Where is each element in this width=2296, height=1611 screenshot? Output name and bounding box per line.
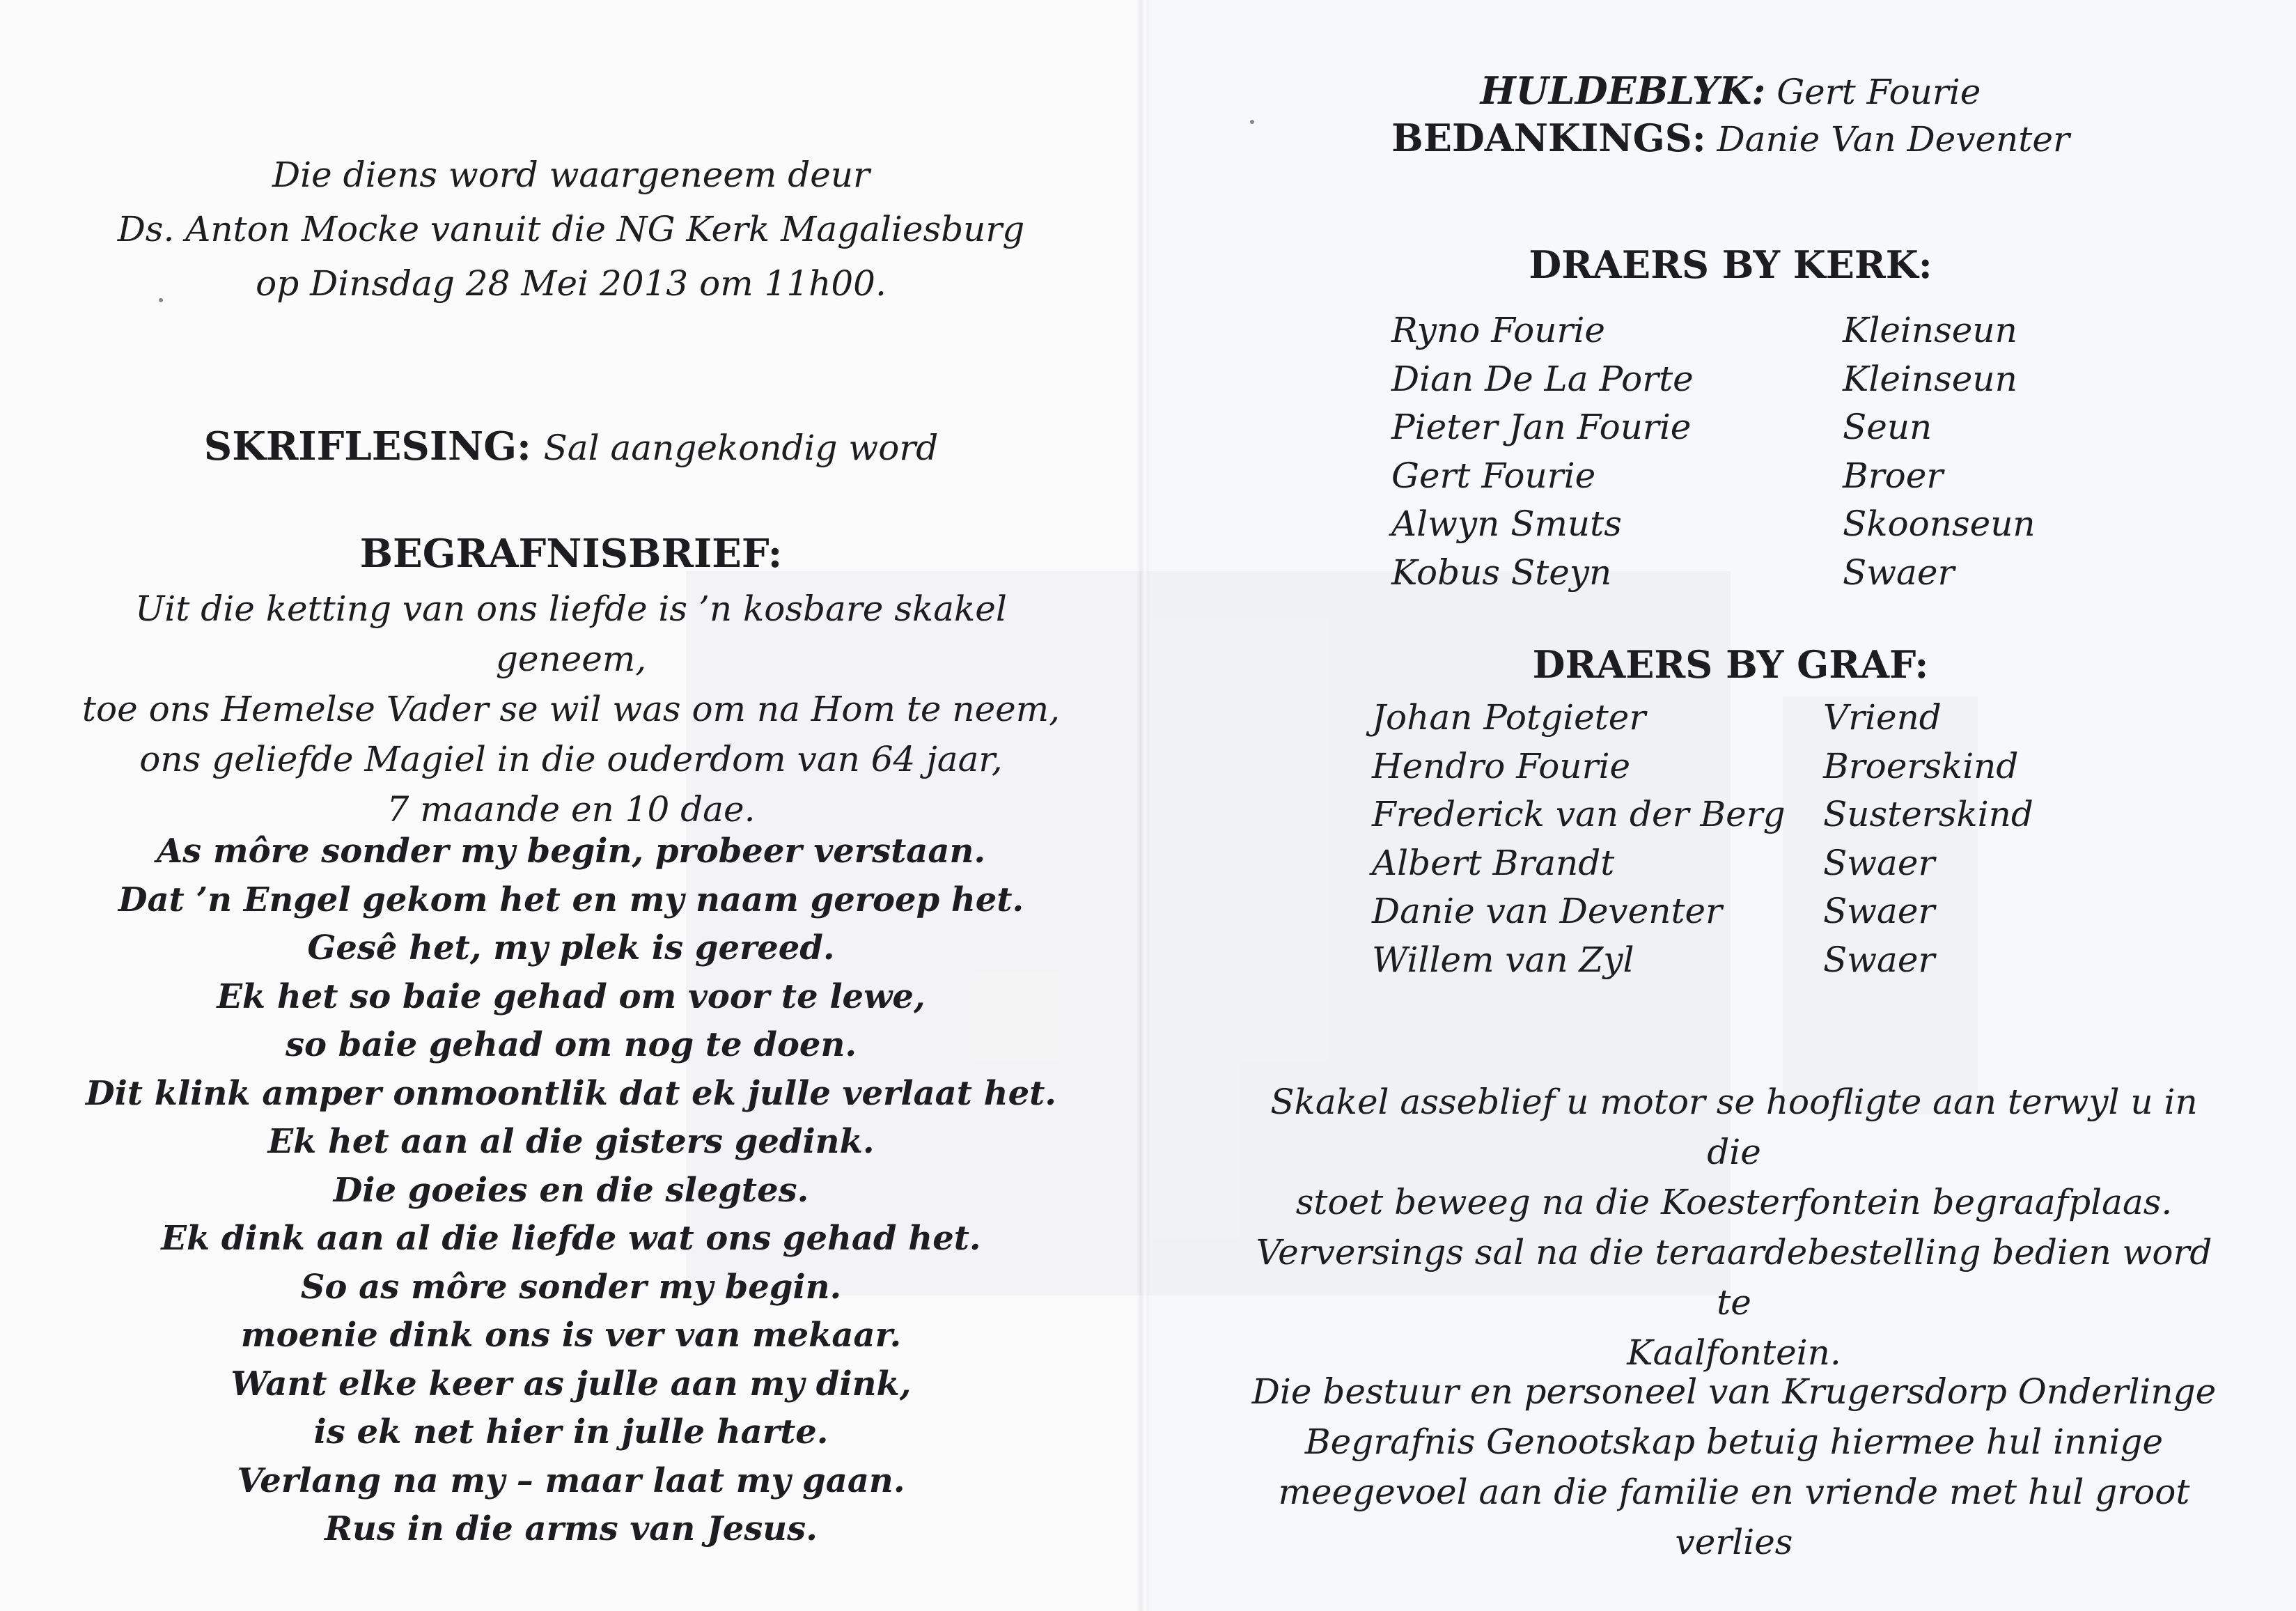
bearer-relation: Vriend [1823,697,1942,738]
church-bearers-list [1391,306,2036,597]
letter-line: 7 maande en 10 dae. [386,789,756,830]
bearer-row [1391,306,2036,355]
tribute-value: Gert Fourie [1776,72,1981,112]
bearer-relation: Swaer [1823,842,1935,883]
poem-line: Gesê het, my plek is gereed. [307,928,835,967]
bearer-row [1391,549,2036,598]
bearer-name: Albert Brandt [1372,842,1615,883]
poem-line: moenie dink ons is ver van mekaar. [240,1316,902,1355]
bearer-relation: Seun [1843,407,1932,447]
notice-line: meegevoel aan die familie en vriende met hul groot verlies [1278,1472,2190,1562]
letter-title: BEGRAFNISBRIEF: [359,531,783,577]
poem-line: Dat ’n Engel gekom het en my naam geroep het. [118,880,1024,919]
bearer-name: Pieter Jan Fourie [1391,407,1692,447]
bearer-name: Gert Fourie [1391,455,1596,496]
bearer-row [1372,936,2033,985]
thanks-line [1184,116,2277,160]
scripture-label: SKRIFLESING: [203,423,531,469]
bearer-row [1372,887,2033,936]
scripture-value: Sal aangekondig word [543,428,939,468]
bearer-relation: Swaer [1823,891,1935,931]
tribute-line [1184,68,2277,113]
bearer-relation: Swaer [1823,939,1935,980]
poem-line: Rus in die arms van Jesus. [325,1509,818,1548]
thanks-label: BEDANKINGS: [1391,116,1706,160]
letter-text [70,584,1072,834]
bearer-name: Frederick van der Berg [1372,794,1786,834]
bearer-relation: Broerskind [1823,745,2019,786]
poem-line: Ek het aan al die gisters gedink. [267,1122,875,1161]
page-fold [1137,0,1149,1611]
poem-line: Want elke keer as julle aan my dink, [231,1364,912,1403]
bearer-name: Ryno Fourie [1391,310,1605,350]
bearer-name: Willem van Zyl [1372,939,1634,980]
poem-line: Ek dink aan al die liefde wat ons gehad het. [161,1219,981,1258]
scripture-line [70,423,1072,469]
bearer-name: Hendro Fourie [1372,745,1631,786]
poem-line: Ek het so baie gehad om voor te lewe, [217,976,926,1016]
bearer-row [1391,403,2036,452]
notice-line: Begrafnis Genootskap betuig hiermee hul innige [1304,1422,2164,1462]
intro-line: op Dinsdag 28 Mei 2013 om 11h00. [256,263,887,304]
notice-line: Verversings sal na die teraardebestelling bedien word te [1256,1232,2212,1323]
letter-line: ons geliefde Magiel in die ouderdom van 64 jaar, [139,739,1003,779]
bearer-row [1372,839,2033,888]
grave-bearers-list [1372,694,2033,984]
intro-line: Ds. Anton Mocke vanuit die NG Kerk Magaliesburg [117,209,1025,249]
bearer-relation: Broer [1843,455,1944,496]
bearer-relation: Skoonseun [1843,504,2036,544]
intro-line: Die diens word waargeneem deur [272,155,870,195]
bearer-name: Kobus Steyn [1391,552,1612,593]
poem-line: is ek net hier in julle harte. [313,1412,829,1452]
bearer-row [1391,500,2036,549]
church-bearers-title: DRAERS BY KERK: [1529,242,1932,287]
poem-line: Die goeies en die slegtes. [333,1170,809,1210]
procession-notice [1240,1077,2228,1378]
notice-line: stoet beweeg na die Koesterfontein begraafplaas. [1295,1182,2173,1222]
bearer-row [1372,694,2033,742]
poem-line: Dit klink amper onmoontlik dat ek julle verlaat het. [86,1073,1056,1113]
bearer-name: Johan Potgieter [1372,697,1646,738]
bearer-relation: Kleinseun [1843,310,2017,350]
bearer-name: Dian De La Porte [1391,358,1694,399]
thanks-value: Danie Van Deventer [1717,119,2070,159]
poem-line: As môre sonder my begin, probeer verstaan. [156,832,986,871]
grave-bearers-title: DRAERS BY GRAF: [1532,642,1929,687]
bearer-row [1391,355,2036,404]
poem-line: so baie gehad om nog te doen. [285,1025,857,1064]
bearer-name: Danie van Deventer [1372,891,1723,931]
notice-line: Kaalfontein. [1627,1332,1841,1373]
letter-line: toe ons Hemelse Vader se wil was om na Hom te neem, [81,689,1061,729]
bearer-relation: Susterskind [1823,794,2033,834]
poem [42,827,1100,1554]
bearer-relation: Swaer [1843,552,1955,593]
service-intro [70,148,1072,311]
bearer-name: Alwyn Smuts [1391,504,1622,544]
tribute-label: HULDEBLYK: [1480,68,1766,113]
letter-line: Uit die ketting van ons liefde is ’n kosbare skakel geneem, [135,589,1007,679]
poem-line: So as môre sonder my begin. [300,1267,842,1307]
notice-line: Skakel asseblief u motor se hoofligte aan terwyl u in die [1270,1082,2198,1172]
bearer-row [1391,452,2036,501]
condolence-notice [1240,1367,2228,1567]
bearer-row [1372,742,2033,791]
bearer-row [1372,791,2033,839]
bearer-relation: Kleinseun [1843,358,2017,399]
poem-line: Verlang na my – maar laat my gaan. [237,1461,905,1500]
notice-line: Die bestuur en personeel van Krugersdorp Onderlinge [1251,1371,2217,1412]
